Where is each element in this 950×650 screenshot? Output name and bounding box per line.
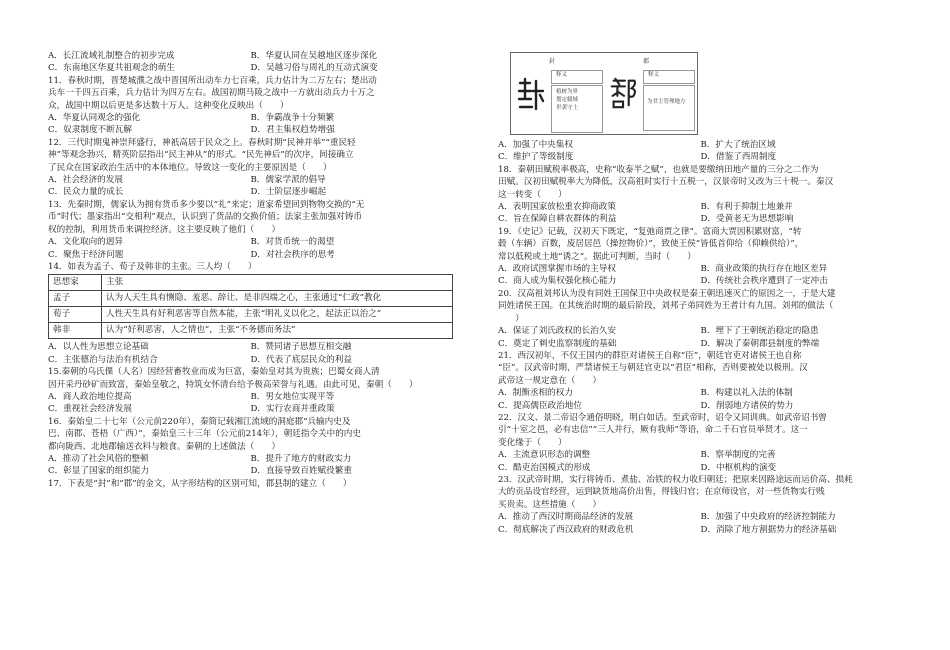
option-a: A．制衡丞相的权力 xyxy=(498,388,573,399)
question-line: 变化缘于（ ） xyxy=(498,437,567,448)
question-line: 12．三代时期鬼神崇拜盛行，神祇高居于民众之上。春秋时期“民神并举”“重民轻 xyxy=(48,137,356,148)
option-row xyxy=(498,213,903,225)
option-b: B．察举制度的完善 xyxy=(700,450,776,461)
option-row xyxy=(498,201,903,213)
option-a: C．东南地区华夏共祖观念的萌生 xyxy=(48,63,175,74)
feng-notes-cell xyxy=(551,85,603,133)
question-line: 17．下表是“封”和“郡”的金文，从字形结构的区别可知，郡县制的建立（ ） xyxy=(48,478,352,489)
option-row xyxy=(48,186,453,198)
option-b: D．对社会秩序的思考 xyxy=(250,249,335,260)
option-row xyxy=(48,354,453,366)
question-line: 兵车一千四五百乘，兵力估计为四万左右。战国初期马陵之战中一方就出动兵力十万之 xyxy=(48,88,375,99)
option-b: B．扩大了统治区域 xyxy=(700,140,776,150)
option-a: A．政府试图掌握市场的主导权 xyxy=(498,264,616,275)
option-b: B．构建以礼入法的体制 xyxy=(700,388,793,399)
question-line: 毂（车辆）百数，废居居邑（操控物价）”，致使王侯“皆低首仰给（仰赖供给）”， xyxy=(498,239,804,250)
question-line: 14．如表为孟子、荀子及韩非的主张。三人均（ ） xyxy=(48,261,257,272)
option-row xyxy=(48,174,453,186)
option-b: D．削弱地方诸侯的势力 xyxy=(700,400,794,411)
question-line: 同姓诸侯王国。在其统治时期的最后阶段，刘邦子弟同姓为王者计有九国。刘邦的做法（ xyxy=(498,301,834,312)
option-row xyxy=(498,511,903,523)
option-b: B．商业政策的执行存在地区差异 xyxy=(700,264,828,275)
question-line: 19．《史记》记载，汉初天下既定，“复弛商贾之律”。富商大贾因积累财富，“转 xyxy=(498,226,802,237)
option-row xyxy=(48,236,453,248)
feng-note: 划定疆域 xyxy=(556,97,579,103)
table-header-cell: 主张 xyxy=(102,275,453,291)
option-row xyxy=(498,400,903,412)
question-line: 16．秦始皇二十七年（公元前220年），秦简记载湘江流域的洞庭郡“兵输内史及 xyxy=(48,416,351,427)
option-a: C．奠定了刺史监察制度的基础 xyxy=(498,338,617,349)
option-row xyxy=(498,139,903,151)
option-b: B．对货币统一的渴望 xyxy=(250,237,335,248)
option-b: D．士阶层逐步崛起 xyxy=(250,187,327,198)
option-row xyxy=(498,275,903,287)
jun-header: 郡 xyxy=(643,58,650,65)
option-a: C．主张德治与法治有机结合 xyxy=(48,354,158,365)
option-a: A．长江流域礼制整合的初步完成 xyxy=(48,51,175,61)
question-line: 引“十室之邑，必有忠信”“三人并行，厥有我师”等语，命二千石官员举贤才。这一 xyxy=(498,425,808,436)
feng-label: 释义 xyxy=(556,72,568,78)
option-a: A．文化取向的迥异 xyxy=(48,237,123,248)
table-header-cell: 思想家 xyxy=(49,275,102,291)
right-column xyxy=(498,50,903,536)
option-b: D．中枢机构的演变 xyxy=(700,462,777,473)
question-line: 都向陇西、北地郡输送衣料与粮食。秦朝的上述做法（ ） xyxy=(48,441,281,452)
question-line: 众，战国中期以后更是多达数十万人。这种变化反映出（ ） xyxy=(48,100,289,111)
option-row xyxy=(48,249,453,261)
table-header-row xyxy=(49,275,453,291)
question-line: 田赋。汉初田赋税率大为降低，汉高祖时实行十五税一，汉景帝时又改为三十税一。秦汉 xyxy=(498,177,834,188)
option-a: A．保证了刘氏政权的长治久安 xyxy=(498,326,616,337)
question-line: 13．先秦时期，儒家认为拥有货币多少要以“礼”来定；道家希望回到物物交换的“无 xyxy=(48,199,365,210)
question-line: 神”等观念勃兴，精英阶层指出“民主神从”的形式。“民先神后”的次序，间接确立 xyxy=(48,150,354,161)
option-a: C．维护了等级制度 xyxy=(498,152,574,163)
table-row xyxy=(49,291,453,307)
question-line: 买贵卖。这些措施（ ） xyxy=(498,499,602,510)
left-column xyxy=(48,50,453,490)
question-line: 因开采丹砂矿而致富，秦始皇敬之，特筑女怀清台给予极高荣誉与礼遇。由此可见，秦朝（ ） xyxy=(48,379,418,390)
option-row xyxy=(48,391,453,403)
feng-jun-seal-figure xyxy=(510,52,698,135)
question-line: 权的控制，利用货币来调控经济。这主要反映了他们（ ） xyxy=(48,224,281,235)
thinker-table xyxy=(48,274,453,339)
question-line: 巴、南郡、苍梧（广西）”，秦始皇三十三年（公元前214年），朝廷指令关中的内史 xyxy=(48,429,361,440)
thinker-name: 孟子 xyxy=(49,291,102,307)
option-row xyxy=(48,465,453,477)
question-line: 21．西汉初年，不仅王国内的群臣对诸侯王自称“臣”，朝廷官吏对诸侯王也自称 xyxy=(498,350,802,361)
option-b: B．加强了中央政府的经济控制能力 xyxy=(700,512,836,523)
option-b: D．传统社会秩序遭到了一定冲击 xyxy=(700,276,828,287)
option-row xyxy=(48,341,453,353)
option-b: D．直接导致百姓赋役繁重 xyxy=(250,466,352,477)
question-line: 20．汉高祖刘邦认为没有同姓王国保卫中央政权是秦王朝迅速灭亡的原因之一，于是大建 xyxy=(498,288,836,299)
question-line: 了民众在国家政治生活中的本体地位。导致这一变化的主要原因是（ ） xyxy=(48,162,332,173)
option-b: D．吴越习俗与周礼的互动式演变 xyxy=(250,63,378,74)
option-row xyxy=(498,263,903,275)
question-line: 常以低税或土地“诱之”。据此可判断，当时（ ） xyxy=(498,251,696,262)
question-line: 22．汉文、景二帝诏令通俗明晓，明白如话。至武帝时，诏令又同训典。如武帝诏书曾 xyxy=(498,412,827,423)
option-a: C．聚焦于经济问题 xyxy=(48,249,124,260)
feng-note: 植树为界 xyxy=(556,89,579,95)
option-b: D．借鉴了西周制度 xyxy=(700,152,777,163)
feng-header: 封 xyxy=(549,58,556,65)
option-row xyxy=(48,403,453,415)
option-row xyxy=(48,50,453,62)
option-a: A．商人政治地位提高 xyxy=(48,391,132,402)
question-line: 11．春秋时期，晋楚城濮之战中晋国所出动车力七百乘，兵力估计为二万左右；楚出动 xyxy=(48,75,377,86)
option-row xyxy=(498,462,903,474)
question-line: 18．秦朝田赋税率极高，史称“收泰半之赋”，也就是要缴纳田地产量的三分之二作为 xyxy=(498,164,819,175)
option-a: C．彰显了国家的组织能力 xyxy=(48,466,150,477)
option-row xyxy=(498,449,903,461)
option-a: C．商人成为集权强化核心能力 xyxy=(498,276,617,287)
option-b: B．赞同诸子思想互相交融 xyxy=(250,342,352,353)
option-a: C．民众力量的成长 xyxy=(48,187,124,198)
option-b: B．有利于抑制土地兼并 xyxy=(700,202,793,213)
option-b: B．争霸战争十分频繁 xyxy=(250,113,335,124)
option-row xyxy=(498,325,903,337)
option-a: C．旨在保障自耕农群体的利益 xyxy=(498,214,617,225)
option-a: A．主流意识形态的调整 xyxy=(498,450,591,461)
option-b: D．代表了底层民众的利益 xyxy=(250,354,352,365)
question-line: 大的贡品设官经营，运到缺货地高价出售，得钱归官；在京师设官，对一些货物实行贱 xyxy=(498,487,825,498)
thinker-claim: 认为“好利恶害，人之情也”，主张“不务德而务法” xyxy=(102,323,453,339)
option-a: C．提高儒臣政治地位 xyxy=(498,400,582,411)
feng-glyph-icon xyxy=(516,77,546,113)
option-b: B．儒家学派的倡导 xyxy=(250,175,326,186)
question-line: “臣”。汉武帝时期，严禁诸侯王与朝廷官吏以“君臣”相称，否则要被处以极刑。汉 xyxy=(498,363,808,374)
option-a: C．奴隶制度不断瓦解 xyxy=(48,125,132,136)
question-line: 币”时代；墨家指出“交相利”观点，认识到了货品的交换价值；法家主张加强对铸币 xyxy=(48,212,362,223)
option-row xyxy=(48,62,453,74)
option-b: D．实行农商并重政策 xyxy=(250,404,335,415)
table-row xyxy=(49,307,453,323)
option-row xyxy=(48,124,453,136)
feng-label-cell xyxy=(551,70,603,84)
option-row xyxy=(48,453,453,465)
thinker-name: 韩非 xyxy=(49,323,102,339)
jun-label-cell xyxy=(643,70,695,84)
jun-glyph-icon xyxy=(609,75,639,111)
option-a: A．华夏认同观念的强化 xyxy=(48,113,141,124)
option-b: B．埋下了王朝统治稳定的隐患 xyxy=(700,326,819,337)
option-a: A．表明国家放松重农抑商政策 xyxy=(498,202,616,213)
jun-note: 为君主管理地方 xyxy=(647,99,686,105)
jun-notes-cell xyxy=(643,85,695,131)
thinker-claim: 人性天生具有好利恶害等自然本能，主张“明礼义以化之，起法正以治之” xyxy=(102,307,453,323)
option-b: D．受黄老无为思想影响 xyxy=(700,214,794,225)
question-line: 15.秦朝的乌氏倮（人名）因经营畜牧业而成为巨富，秦始皇对其为贵族；巴蜀女商人清 xyxy=(48,367,380,378)
option-a: A．推动了社会风俗的整顿 xyxy=(48,453,149,464)
option-b: D．解决了秦朝郡县制度的弊端 xyxy=(700,338,820,349)
jun-label: 释义 xyxy=(648,72,660,78)
table-row xyxy=(49,323,453,339)
option-a: C．彻底解决了西汉政府的财政危机 xyxy=(498,524,634,535)
option-b: B．男女地位实现平等 xyxy=(250,391,335,402)
question-line: ） xyxy=(498,313,524,324)
option-a: C．酷吏治国模式的形成 xyxy=(498,462,591,473)
thinker-name: 荀子 xyxy=(49,307,102,323)
option-row xyxy=(498,387,903,399)
option-a: A．推动了西汉时期商品经济的发展 xyxy=(498,512,634,523)
option-b: B．提升了地方的财政实力 xyxy=(250,453,352,464)
option-row xyxy=(498,151,903,163)
option-a: A．社会经济的发展 xyxy=(48,175,123,186)
option-row xyxy=(48,112,453,124)
option-a: A．加强了中央集权 xyxy=(498,140,573,150)
thinker-claim: 认为人天生具有恻隐、羞恶、辞让、是非四端之心，主张通过“仁政”教化 xyxy=(102,291,453,307)
question-line: 武帝这一规定意在（ ） xyxy=(498,375,602,386)
option-b: D．消除了地方割据势力的经济基础 xyxy=(700,524,837,535)
question-line: 23．汉武帝时期，实行将铸币、煮盐、冶铁的权力收归朝廷；把原来因路途远而运价高、损耗 xyxy=(498,474,853,485)
option-a: A．以人性为思想立论基础 xyxy=(48,342,149,353)
option-b: B．华夏认同在吴越地区逐步深化 xyxy=(250,51,378,61)
feng-note: 世袭守土 xyxy=(556,105,579,111)
option-b: D．君主集权趋势增强 xyxy=(250,125,335,136)
question-line: 这一转变（ ） xyxy=(498,189,567,200)
option-row xyxy=(498,524,903,536)
option-row xyxy=(498,338,903,350)
option-a: C．重视社会经济发展 xyxy=(48,404,132,415)
